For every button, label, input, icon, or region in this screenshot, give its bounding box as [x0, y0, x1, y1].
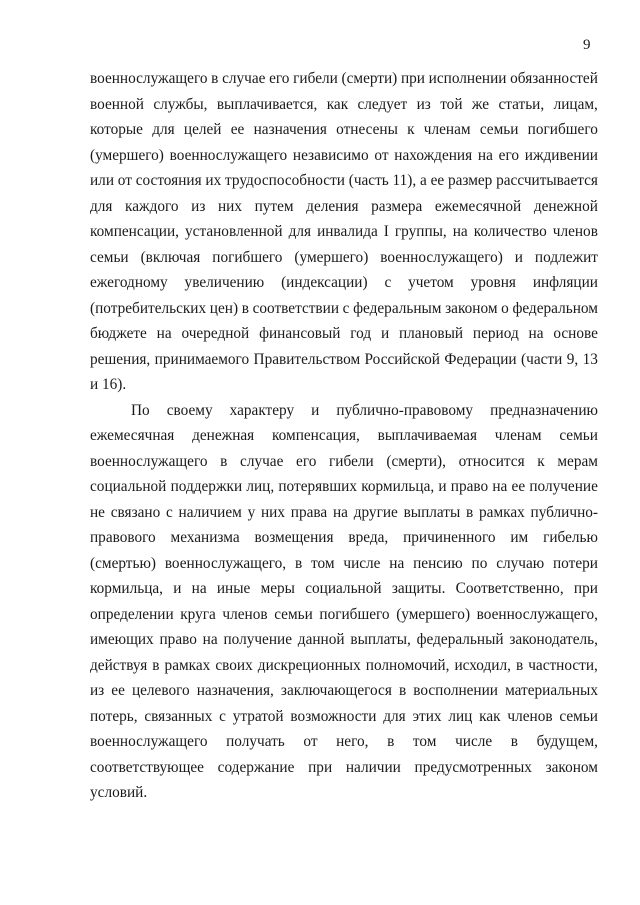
text-line: которые для целей ее назначения отнесены к членам семьи погибшего: [90, 121, 598, 138]
body-text: [90, 66, 598, 806]
text-line: условий.: [90, 784, 148, 801]
text-line: соответствующее содержание при наличии предусмотренных законом: [90, 758, 598, 776]
text-line: военнослужащего получать от него, в том числе в будущем,: [90, 733, 598, 750]
text-line: или от состояния их трудоспособности (часть 11), а ее размер рассчитывается: [90, 172, 598, 189]
text-line: (умершего) военнослужащего независимо от нахождения на его иждивении: [90, 146, 598, 164]
paragraph: [90, 66, 598, 398]
text-line: решения, принимаемого Правительством Российской Федерации (части 9, 13: [90, 350, 598, 368]
text-line: правового механизма возмещения вреда, причиненного им гибелью: [90, 529, 598, 546]
page-number: 9: [583, 37, 591, 53]
text-line: и 16).: [90, 376, 127, 393]
text-line: (смертью) военнослужащего, в том числе на пенсию по случаю потери: [90, 554, 598, 572]
text-line: кормильца, и на иные меры социальной защиты. Соответственно, при: [90, 580, 598, 597]
text-line: бюджете на очередной финансовый год и плановый период на основе: [90, 325, 598, 342]
text-line: (потребительских цен) в соответствии с федеральным законом о федеральном: [90, 299, 598, 317]
text-line: социальной поддержки лиц, потерявших кормильца, и право на ее получение: [90, 478, 598, 495]
text-line: потерь, связанных с утратой возможности для этих лиц как членов семьи: [90, 707, 598, 725]
text-line: для каждого из них путем деления размера ежемесячной денежной: [90, 197, 598, 215]
paragraph: [90, 398, 598, 806]
text-line: действуя в рамках своих дискреционных полномочий, исходил, в частности,: [90, 656, 598, 674]
text-line: компенсации, установленной для инвалида I группы, на количество членов: [90, 223, 598, 240]
text-line: имеющих право на получение данной выплаты, федеральный законодатель,: [90, 631, 598, 648]
text-line: ежегодному увеличению (индексации) с учетом уровня инфляции: [90, 274, 598, 291]
text-line: военной службы, выплачивается, как следует из той же статьи, лицам,: [90, 95, 598, 113]
text-line: не связано с наличием у них права на другие выплаты в рамках публично-: [90, 503, 598, 521]
text-line: По своему характеру и публично-правовому предназначению: [131, 401, 598, 419]
text-line: ежемесячная денежная компенсация, выплачиваемая членам семьи: [90, 427, 598, 444]
text-line: определении круга членов семьи погибшего (умершего) военнослужащего,: [90, 605, 598, 623]
text-line: семьи (включая погибшего (умершего) военнослужащего) и подлежит: [90, 248, 598, 266]
text-line: военнослужащего в случае его гибели (смерти), относится к мерам: [90, 452, 598, 470]
text-line: военнослужащего в случае его гибели (смерти) при исполнении обязанностей: [90, 70, 598, 87]
text-line: из ее целевого назначения, заключающегося в восполнении материальных: [90, 682, 598, 699]
